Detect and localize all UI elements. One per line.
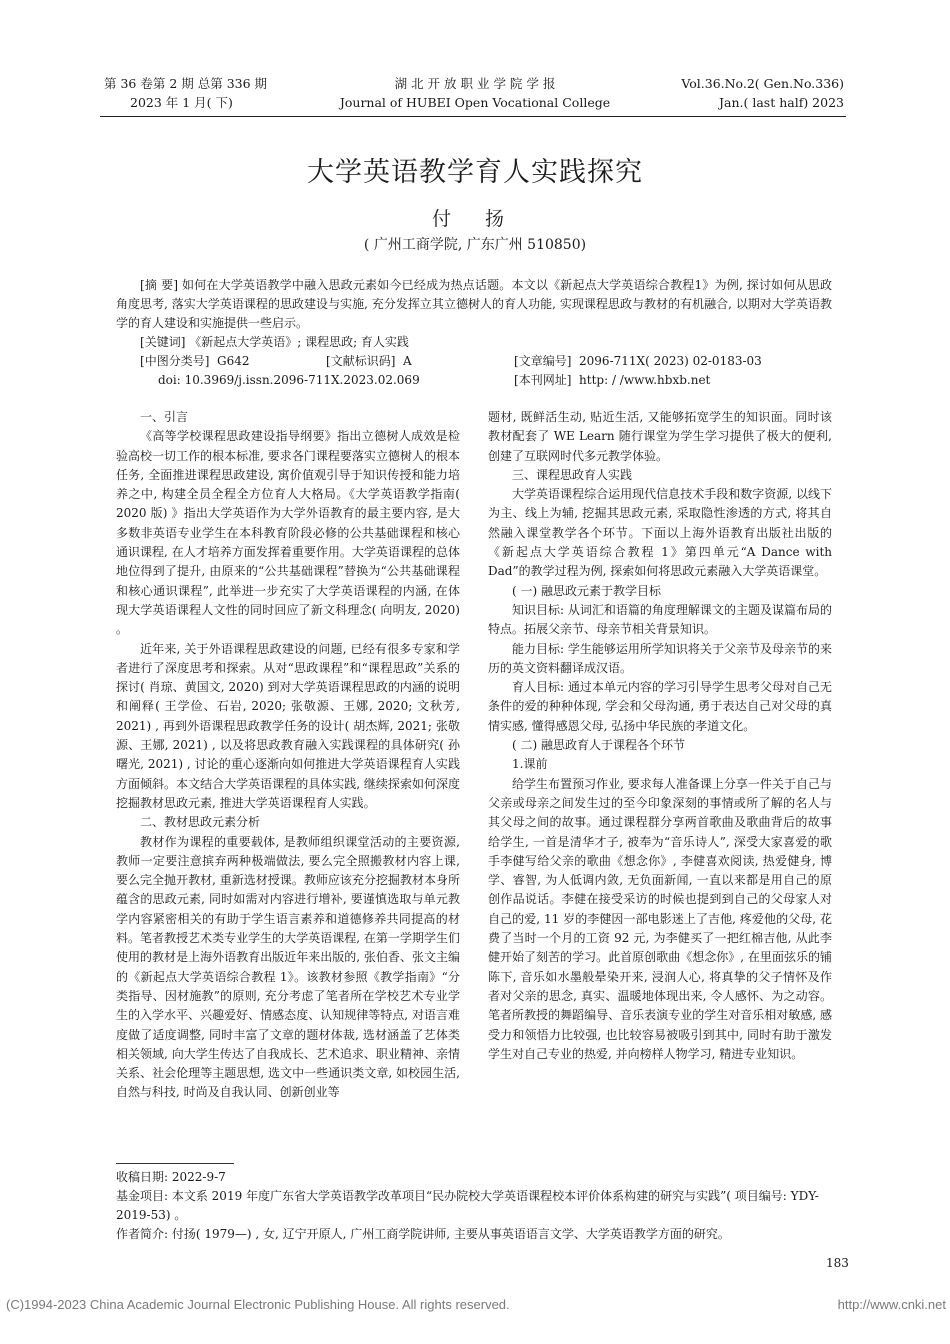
footnotes xyxy=(116,1168,846,1244)
section-heading: 二、教材思政元素分析 xyxy=(140,815,261,830)
journal-volume-info xyxy=(104,74,267,112)
paragraph: 给学生布置预习作业, 要求每人准备课上分享一件关于自己与父亲或母亲之间发生过的至今印象深刻的事情或所了解的名人与其父母之间的故事。通过课程群分享两首歌曲及歌曲背后的故事给学生, 一首是清华才子, 被奉为“音乐诗人”, 深受大家喜爱的歌手李健写给父亲的歌曲《想念你》, 李健喜欢阅读, 热爱健身, 博学、睿智, 为人低调内敛, 无负面新闻, 一直以来都是用自己的原创作品说话。李健在接受采访的时候也提到到自己的父母家人对自己的爱, 11 岁的李健因一部电影迷上了吉他, 疼爱他的父母, 花费了当时一个月的工资 92 元, 为李健买了一把红棉吉他, 从此李健开始了刻苦的学习。此首原创歌曲《想念你》, 在里面弦乐的铺陈下, 音乐如水墨般晕染开来, 浸润人心, 将真挚的父子情怀及作者对父亲的思念, 真实、温暖地体现出来, 令人感怀、为之动容。笔者所教授的舞蹈编导、音乐表演专业的学生对音乐相对敏感, 感受力和领悟力比较强, 也比较容易被吸引到其中, 同时有助于激发学生对自己专业的热爱, 并向榜样人物学习, 精进专业知识。 xyxy=(488,776,832,1061)
website-url: http: / /www.hbxb.net xyxy=(579,373,711,387)
section-heading: 一、引言 xyxy=(140,410,189,424)
section-heading: ( 一) 融思政元素于教学目标 xyxy=(512,583,661,598)
journal-website: [本刊网址] http: / /www.hbxb.net xyxy=(514,373,711,387)
abstract-label: [摘 要] xyxy=(140,278,178,292)
classification-value: G642 xyxy=(217,354,250,368)
body-column-left xyxy=(116,408,460,1103)
classification-label: 中图分类号 xyxy=(144,354,205,368)
paragraph: 教材作为课程的重要载体, 是教师组织课堂活动的主要资源, 教师一定要注意摈弃两种极端做法, 要么完全照搬教材内容上课, 要么完全抛开教材, 重新选材授课。教师应该充分挖掘教材本身所蕴含的思政元素, 同时如需对内容进行增补, 要谨慎选取与单元教学内容紧密相关的有助于学生语言素养和道德修养共同提高的材料。笔者教授艺术类专业学生的大学英语课程, 在第一学期学生们使用的教材是上海外语教育出版近年来出版的, 张伯香、张文主编的《新起点大学英语综合教程 1》。该教材参照《教学指南》“分类指导、因材施教”的原则, 充分考虑了笔者所在学校艺术专业学生的入学水平、兴趣爱好、情感态度、认知规律等特点, 对语言难度做了适度调整, 同时丰富了文章的题材体裁, 选材涵盖了艺体类相关领域, 向大学生传达了自我成长、艺术追求、职业精神、亲情关系、社会伦理等主题思想, 选文中一些通识类文章, 如校园生活, 自然与科技, 时尚及自我认同、创新创业等 xyxy=(116,834,460,1100)
fund-project: 基金项目: 本文系 2019 年度广东省大学英语教学改革项目“民办院校大学英语课程校本评价体系构建的研究与实践”( 项目编号: YDY-2019-53) 。 xyxy=(116,1189,819,1222)
keywords-label: [关键词] xyxy=(140,335,186,349)
volume-en: Vol.36.No.2( Gen.No.336) xyxy=(681,76,844,91)
article-number: [文章编号] 2096-711X( 2023) 02-0183-03 xyxy=(514,354,762,368)
journal-name-en: Journal of HUBEI Open Vocational College xyxy=(339,95,611,110)
author-affiliation: ( 广州工商学院, 广东广州 510850) xyxy=(363,237,587,253)
issue-date: 2023 年 1 月( 下) xyxy=(130,95,233,110)
author-bio: 作者简介: 付扬( 1979—) , 女, 辽宁开原人, 广州工商学院讲师, 主要从事英语语言文学、大学英语教学方面的研究。 xyxy=(116,1227,730,1241)
journal-volume-en xyxy=(620,74,844,112)
abstract xyxy=(116,276,832,333)
volume-issue: 第 36 卷第 2 期 总第 336 期 xyxy=(104,76,268,91)
document-code-label: 文献标识码 xyxy=(330,354,391,368)
doi: doi: 10.3969/j.issn.2096-711X.2023.02.069 xyxy=(158,373,420,387)
page-number: 183 xyxy=(826,1256,849,1270)
cnki-link[interactable]: http://www.cnki.net xyxy=(837,1297,946,1312)
author-name: 付 扬 xyxy=(431,208,519,230)
paragraph: 《高等学校课程思政建设指导纲要》指出立德树人成效是检验高校一切工作的根本标准, 要求各门课程要落实立德树人的根本任务, 全面推进课程思政建设, 寓价值观引导于知识传授和能力培养之中, 构建全员全程全方位育人大格局。《大学英语教学指南( 2020 版) 》指出大学英语作为大学外语教育的最主要内容, 是大多数非英语专业学生在本科教育阶段必修的公共基础课程和核心通识课程, 在人才培养方面发挥着重要作用。大学英语课程的总体地位得到了提升, 由原来的“公共基础课程”替换为“公共基础课程和核心通识课程”, 此举进一步充实了大学英语课程的内涵, 在体现大学英语课程人文性的同时回应了新文科理念( 向明友, 2020) 。 xyxy=(116,429,460,637)
paragraph: 近年来, 关于外语课程思政建设的问题, 已经有很多专家和学者进行了深度思考和探索。从对“思政课程”和“课程思政”关系的探讨( 肖琼、黄国文, 2020) 到对大学英语课程思政的内涵的说明和阐释( 王学俭、石岩, 2020; 张敬源、王娜, 2020; 文秋芳, 2021) , 再到外语课程思政教学任务的设计( 胡杰辉, 2021; 张敬源、王娜, 2021) , 以及将思政教育融入实践课程的具体研究( 孙曙光, 2021) , 讨论的重心逐渐向如何推进大学英语课程育人实践方面倾斜。本文结合大学英语课程的具体实践, 继续探索如何深度挖掘教材思政元素, 推进大学英语课程育人实践。 xyxy=(116,641,460,810)
keywords xyxy=(140,333,409,352)
abstract-text: 如何在大学英语教学中融入思政元素如今已经成为热点话题。本文以《新起点大学英语综合教程1》为例, 探讨如何从思政角度思考, 落实大学英语课程的思政建设与实施, 充分发挥立其立德树人的育人功能, 实现课程思政与教材的有机融合, 以期对大学英语教学的育人建设和实施提供一些启示。 xyxy=(116,278,832,330)
footnote-divider xyxy=(116,1163,234,1164)
document-code: [文献标识码] A xyxy=(326,354,412,368)
journal-name-cn: 湖 北 开 放 职 业 学 院 学 报 xyxy=(394,76,556,91)
keywords-text: 《新起点大学英语》; 课程思政; 育人实践 xyxy=(189,335,409,349)
paragraph: 育人目标: 通过本单元内容的学习引导学生思考父母对自己无条件的爱的种种体现, 学会和父母沟通, 勇于表达自己对父母的真情实感, 懂得感恩父母, 弘扬中华民族的孝道文化。 xyxy=(488,680,832,733)
journal-name xyxy=(320,74,630,112)
section-heading: 三、课程思政育人实践 xyxy=(512,467,633,482)
header-divider xyxy=(100,116,846,117)
date-en: Jan.( last half) 2023 xyxy=(719,95,844,110)
paragraph: 题材, 既鲜活生动, 贴近生活, 又能够拓宽学生的知识面。同时该教材配套了 WE Learn 随行课堂为学生学习提供了极大的便利, 创建了互联网时代多元教学体验。 xyxy=(488,410,832,463)
received-date: 收稿日期: 2022-9-7 xyxy=(116,1170,226,1184)
body-column-right xyxy=(488,408,832,1064)
copyright-footer xyxy=(6,1297,946,1312)
article-title: 大学英语教学育人实践探究 xyxy=(307,157,643,188)
copyright-text: (C)1994-2023 China Academic Journal Electronic Publishing House. All rights reserved. xyxy=(6,1297,510,1312)
paragraph: 能力目标: 学生能够运用所学知识将关于父亲节及母亲节的来历的英文资料翻译成汉语。 xyxy=(488,641,832,675)
document-code-value: A xyxy=(403,354,412,368)
article-number-value: 2096-711X( 2023) 02-0183-03 xyxy=(579,354,762,368)
section-heading: ( 二) 融思政育人于课程各个环节 xyxy=(512,738,685,753)
classification-number: [中图分类号] G642 xyxy=(140,354,250,368)
paragraph: 知识目标: 从词汇和语篇的角度理解课文的主题及谋篇布局的特点。拓展父亲节、母亲节相关背景知识。 xyxy=(488,602,832,637)
section-heading: 1.课前 xyxy=(512,757,548,772)
website-label: 本刊网址 xyxy=(518,373,567,387)
article-number-label: 文章编号 xyxy=(518,354,567,368)
paragraph: 大学英语课程综合运用现代信息技术手段和数字资源, 以线下为主、线上为辅, 挖掘其思政元素, 采取隐性渗透的方式, 将其自然融入课堂教学各个环节。下面以上海外语教育出版社出版的《新起点大学英语综合教程 1》第四单元“A Dance with Dad”的教学过程为例, 探索如何将思政元素融入大学英语课堂。 xyxy=(488,487,832,579)
